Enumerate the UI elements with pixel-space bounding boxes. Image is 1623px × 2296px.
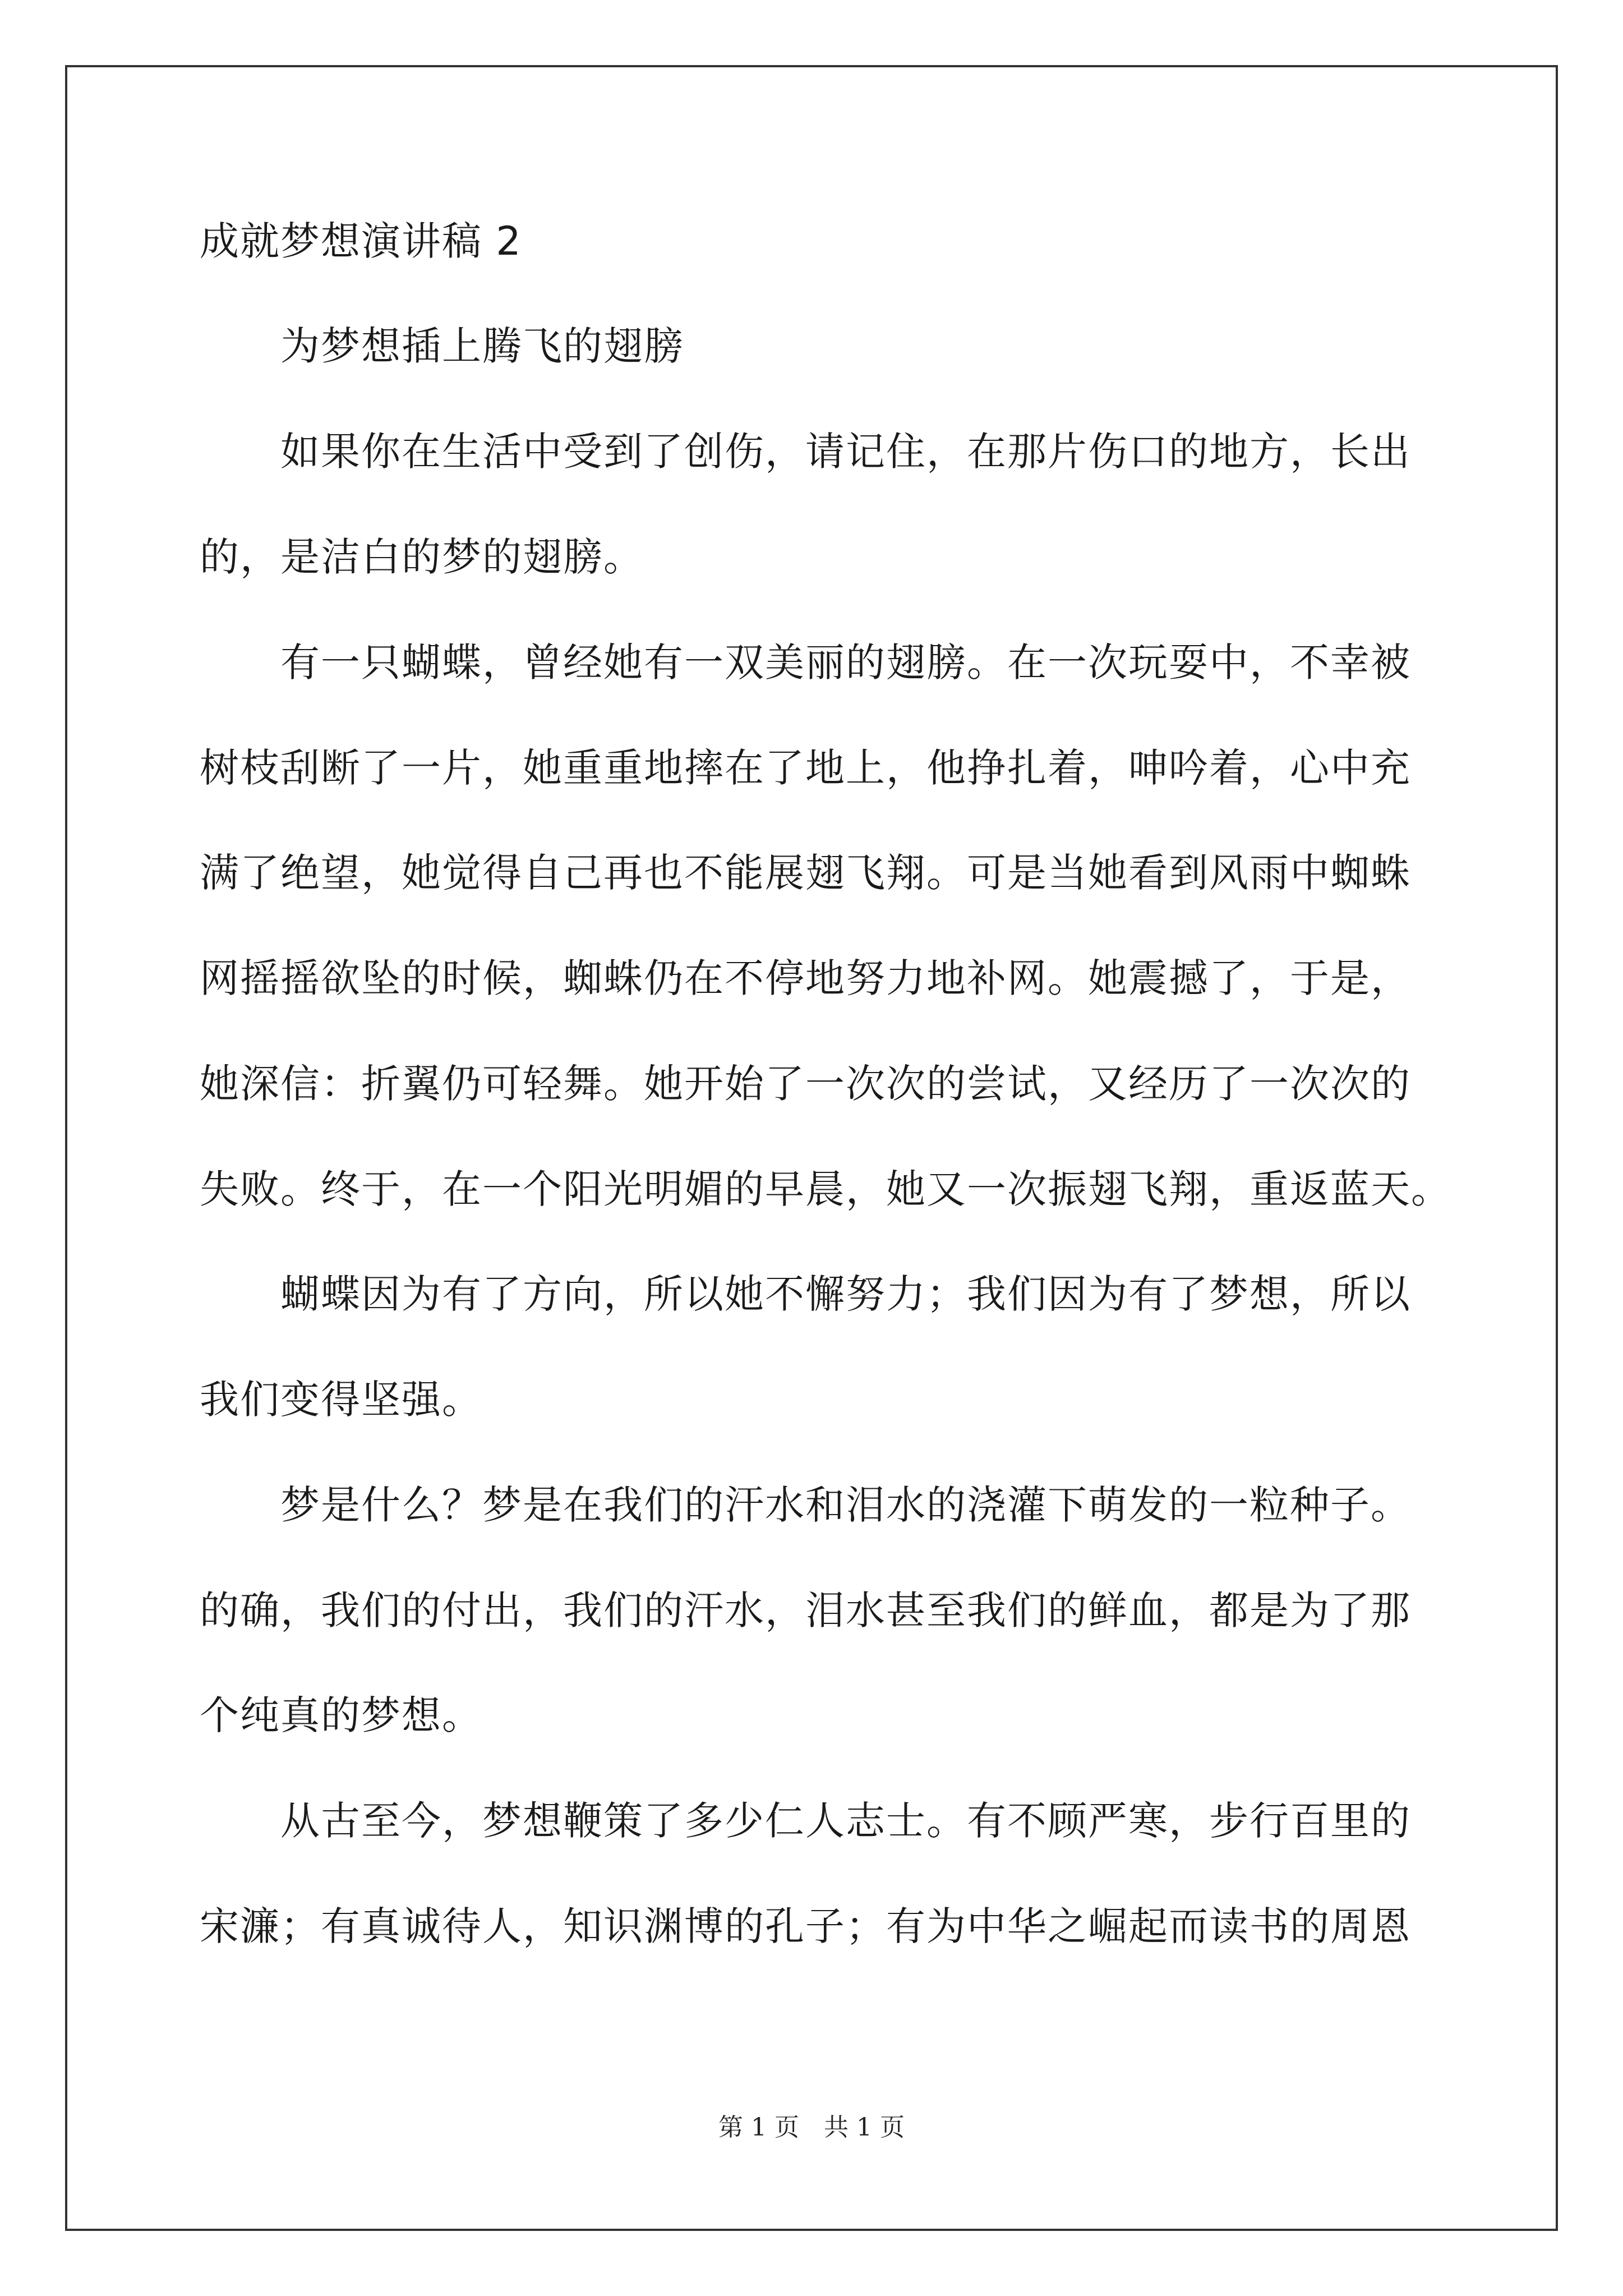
paragraph-line: 蝴蝶因为有了方向，所以她不懈努力；我们因为有了梦想，所以 bbox=[200, 1271, 1411, 1317]
paragraph-line: 梦是什么？梦是在我们的汗水和泪水的浇灌下萌发的一粒种子。 bbox=[200, 1482, 1411, 1528]
paragraph-line: 失败。终于，在一个阳光明媚的早晨，她又一次振翅飞翔，重返蓝天。 bbox=[200, 1166, 1451, 1212]
paragraph-line: 为梦想插上腾飞的翅膀 bbox=[200, 323, 684, 369]
paragraph-line: 的，是洁白的梦的翅膀。 bbox=[200, 534, 644, 580]
paragraph-line: 个纯真的梦想。 bbox=[200, 1692, 482, 1738]
document-title: 成就梦想演讲稿 2 bbox=[200, 218, 522, 264]
paragraph-line: 满了绝望，她觉得自己再也不能展翅飞翔。可是当她看到风雨中蜘蛛 bbox=[200, 850, 1411, 896]
paragraph-line: 我们变得坚强。 bbox=[200, 1377, 482, 1423]
paragraph-line: 树枝刮断了一片，她重重地摔在了地上，他挣扎着，呻吟着，心中充 bbox=[200, 745, 1411, 791]
paragraph-line: 有一只蝴蝶，曾经她有一双美丽的翅膀。在一次玩耍中，不幸被 bbox=[200, 639, 1411, 685]
paragraph-line: 的确，我们的付出，我们的汗水，泪水甚至我们的鲜血，都是为了那 bbox=[200, 1588, 1411, 1634]
page-number-footer: 第 1 页 共 1 页 bbox=[718, 2113, 905, 2142]
paragraph-line: 她深信：折翼仍可轻舞。她开始了一次次的尝试，又经历了一次次的 bbox=[200, 1061, 1411, 1107]
paragraph-line: 网摇摇欲坠的时候，蜘蛛仍在不停地努力地补网。她震撼了，于是， bbox=[200, 955, 1411, 1001]
paragraph-line: 从古至今，梦想鞭策了多少仁人志士。有不顾严寒，步行百里的 bbox=[200, 1798, 1411, 1844]
paragraph-line: 宋濂；有真诚待人，知识渊博的孔子；有为中华之崛起而读书的周恩 bbox=[200, 1903, 1411, 1949]
paragraph-line: 如果你在生活中受到了创伤，请记住，在那片伤口的地方，长出 bbox=[200, 429, 1411, 475]
